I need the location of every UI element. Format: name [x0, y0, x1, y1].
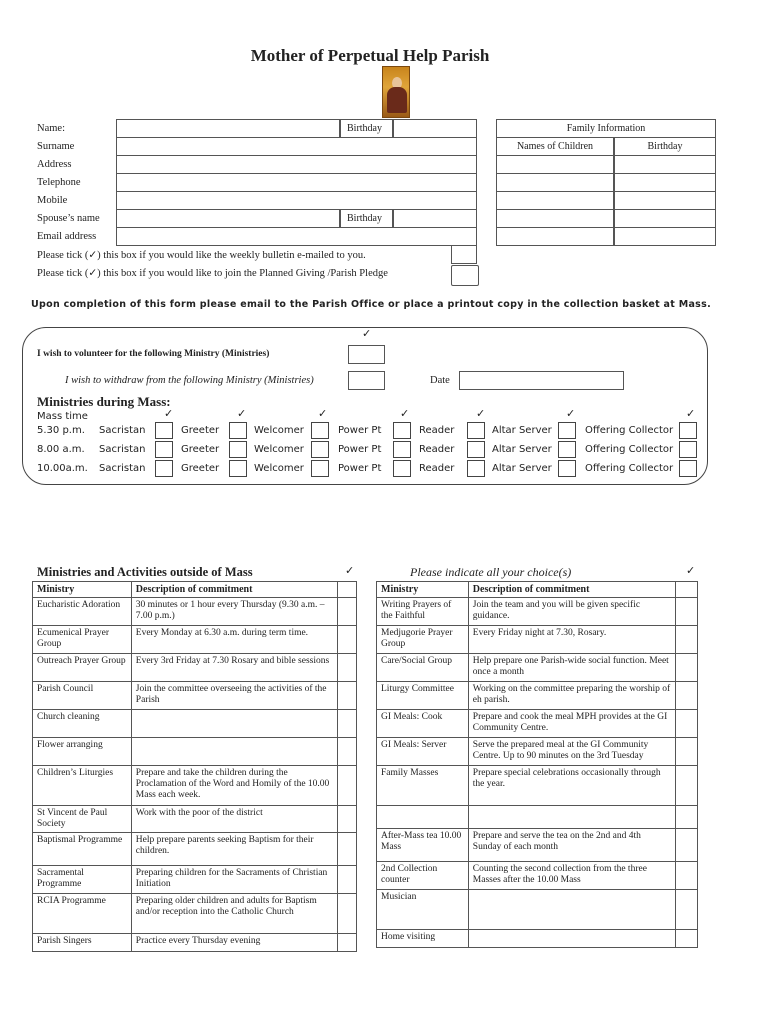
offering-collector-checkbox[interactable] [679, 422, 697, 439]
ministry-name: Church cleaning [33, 710, 132, 738]
ministry-choice-checkbox[interactable] [338, 766, 357, 806]
reader-checkbox[interactable] [467, 460, 485, 477]
activity-row [33, 598, 357, 626]
choice-note: Please indicate all your choice(s) [410, 565, 572, 579]
ministry-name: Medjugorie Prayer Group [377, 626, 469, 654]
activity-row [33, 766, 357, 806]
ministry-name: RCIA Programme [33, 894, 132, 934]
telephone-field[interactable] [116, 173, 477, 192]
check-mark-icon: ✓ [362, 328, 372, 340]
volunteer-join-checkbox[interactable] [348, 345, 385, 364]
ministry-description: Every Friday night at 7.30, Rosary. [468, 626, 675, 654]
children-names-header: Names of Children [496, 137, 614, 156]
ministry-description: Join the committee overseeing the activities of the Parish [131, 682, 337, 710]
description-column-header: Description of commitment [468, 582, 675, 598]
offering-collector-label: Offering Collector [585, 425, 674, 436]
description-column-header: Description of commitment [131, 582, 337, 598]
spouse-field[interactable] [116, 209, 340, 228]
power-pt-label: Power Pt [338, 444, 382, 455]
tick-email-label: Please tick (✓) this box if you would like the weekly bulletin e-mailed to you. [37, 250, 366, 261]
sacristan-label: Sacristan [99, 425, 146, 436]
ministry-choice-checkbox[interactable] [676, 766, 698, 806]
ministry-name: Eucharistic Adoration [33, 598, 132, 626]
altar-server-label: Altar Server [492, 444, 552, 455]
email-bulletin-checkbox[interactable] [451, 245, 477, 264]
ministry-description: Prepare special celebrations occasionally through the year. [468, 766, 675, 806]
welcomer-label: Welcomer [254, 425, 304, 436]
ministry-column-header: Ministry [33, 582, 132, 598]
reader-label: Reader [419, 425, 455, 436]
ministry-choice-checkbox[interactable] [676, 626, 698, 654]
ministry-name: Home visiting [377, 930, 469, 948]
date-field[interactable] [459, 371, 624, 390]
activity-row [377, 710, 698, 738]
power-pt-checkbox[interactable] [393, 422, 411, 439]
ministry-description: Prepare and take the children during the Proclamation of the Word and Homily of the 10.00 Mass each week. [131, 766, 337, 806]
ministry-description: Preparing children for the Sacraments of Christian Initiation [131, 866, 337, 894]
welcomer-checkbox[interactable] [311, 441, 329, 458]
ministry-description: Every 3rd Friday at 7.30 Rosary and bible sessions [131, 654, 337, 682]
choice-column-header [676, 582, 698, 598]
activity-row [33, 934, 357, 952]
altar-server-label: Altar Server [492, 425, 552, 436]
child-birthday-field[interactable] [614, 173, 716, 192]
ministries-during-mass-title: Ministries during Mass: [37, 394, 171, 409]
greeter-label: Greeter [181, 463, 220, 474]
ministry-choice-checkbox[interactable] [338, 866, 357, 894]
check-mark-icon: ✓ [318, 408, 328, 420]
ministry-choice-checkbox[interactable] [338, 598, 357, 626]
ministry-description: Prepare and cook the meal MPH provides at the GI Community Centre. [468, 710, 675, 738]
ministry-name: Writing Prayers of the Faithful [377, 598, 469, 626]
offering-collector-label: Offering Collector [585, 463, 674, 474]
children-birthday-header: Birthday [614, 137, 716, 156]
power-pt-label: Power Pt [338, 463, 382, 474]
ministry-name: 2nd Collection counter [377, 862, 469, 890]
mass-time-label: Mass time [37, 411, 88, 422]
telephone-label: Telephone [37, 177, 81, 188]
ministry-description: Working on the committee preparing the worship of eh parish. [468, 682, 675, 710]
ministry-choice-checkbox[interactable] [676, 682, 698, 710]
ministry-column-header: Ministry [377, 582, 469, 598]
altar-server-checkbox[interactable] [558, 422, 576, 439]
ministry-description: Help prepare one Parish-wide social function. Meet once a month [468, 654, 675, 682]
welcomer-checkbox[interactable] [311, 460, 329, 477]
planned-giving-checkbox[interactable] [451, 265, 479, 286]
surname-label: Surname [37, 141, 75, 152]
ministry-name: Baptismal Programme [33, 833, 132, 866]
activity-row [33, 806, 357, 833]
ministry-choice-checkbox[interactable] [338, 934, 357, 952]
mass-time-label: 5.30 p.m. [37, 425, 85, 436]
check-mark-icon: ✓ [476, 408, 486, 420]
check-mark-icon: ✓ [686, 565, 696, 577]
birthday-label: Birthday [340, 119, 393, 138]
activity-row [377, 890, 698, 930]
ministry-name: Outreach Prayer Group [33, 654, 132, 682]
ministry-choice-checkbox[interactable] [676, 829, 698, 862]
ministry-name: Parish Singers [33, 934, 132, 952]
mass-time-label: 10.00a.m. [37, 463, 88, 474]
reader-label: Reader [419, 444, 455, 455]
ministry-choice-checkbox[interactable] [338, 738, 357, 766]
ministry-choice-checkbox[interactable] [676, 738, 698, 766]
ministry-choice-checkbox[interactable] [338, 682, 357, 710]
child-name-field[interactable] [496, 227, 614, 246]
child-name-field[interactable] [496, 173, 614, 192]
name-label: Name: [37, 123, 65, 134]
ministry-description: Work with the poor of the district [131, 806, 337, 833]
sacristan-label: Sacristan [99, 444, 146, 455]
ministry-choice-checkbox[interactable] [676, 806, 698, 829]
ministry-name: Family Masses [377, 766, 469, 806]
activity-row [377, 738, 698, 766]
activity-row [33, 682, 357, 710]
volunteer-join-label: I wish to volunteer for the following Ministry (Ministries) [37, 349, 270, 359]
ministry-choice-checkbox[interactable] [338, 806, 357, 833]
ministry-description: Every Monday at 6.30 a.m. during term time. [131, 626, 337, 654]
ministry-name: Sacramental Programme [33, 866, 132, 894]
ministry-choice-checkbox[interactable] [676, 862, 698, 890]
welcomer-label: Welcomer [254, 463, 304, 474]
greeter-checkbox[interactable] [229, 460, 247, 477]
sacristan-label: Sacristan [99, 463, 146, 474]
ministry-name [377, 806, 469, 829]
ministry-name: Musician [377, 890, 469, 930]
address-field-1[interactable] [116, 155, 477, 174]
ministry-description: Join the team and you will be given specific guidance. [468, 598, 675, 626]
activity-row [377, 654, 698, 682]
ministry-name: St Vincent de Paul Society [33, 806, 132, 833]
ministry-choice-checkbox[interactable] [338, 894, 357, 934]
ministry-choice-checkbox[interactable] [338, 833, 357, 866]
sacristan-checkbox[interactable] [155, 460, 173, 477]
ministry-description [131, 710, 337, 738]
ministry-description [468, 890, 675, 930]
ministry-name: After-Mass tea 10.00 Mass [377, 829, 469, 862]
date-label: Date [430, 375, 450, 386]
child-birthday-field[interactable] [614, 227, 716, 246]
child-name-field[interactable] [496, 191, 614, 210]
activities-right-table [376, 581, 698, 948]
mobile-label: Mobile [37, 195, 68, 206]
activities-title: Ministries and Activities outside of Mass [37, 565, 253, 579]
activity-row [33, 710, 357, 738]
activity-row [377, 806, 698, 829]
activities-left-table [32, 581, 357, 952]
ministry-name: Children’s Liturgies [33, 766, 132, 806]
ministry-choice-checkbox[interactable] [676, 890, 698, 930]
greeter-label: Greeter [181, 425, 220, 436]
activity-row [377, 626, 698, 654]
ministry-description: 30 minutes or 1 hour every Thursday (9.30 a.m. – 7.00 p.m.) [131, 598, 337, 626]
spouse-birthday-label: Birthday [340, 209, 393, 228]
altar-server-checkbox[interactable] [558, 460, 576, 477]
ministry-description: Practice every Thursday evening [131, 934, 337, 952]
ministry-choice-checkbox[interactable] [676, 930, 698, 948]
sacristan-checkbox[interactable] [155, 422, 173, 439]
email-field[interactable] [116, 227, 477, 246]
reader-checkbox[interactable] [467, 422, 485, 439]
family-info-header: Family Information [496, 119, 716, 138]
reader-label: Reader [419, 463, 455, 474]
activity-row [377, 682, 698, 710]
ministry-description: Preparing older children and adults for Baptism and/or reception into the Catholic Church [131, 894, 337, 934]
welcomer-checkbox[interactable] [311, 422, 329, 439]
offering-collector-label: Offering Collector [585, 444, 674, 455]
ministry-description [468, 930, 675, 948]
ministry-name: Parish Council [33, 682, 132, 710]
ministry-choice-checkbox[interactable] [676, 598, 698, 626]
activity-row [33, 738, 357, 766]
ministry-description: Counting the second collection from the three Masses after the 10.00 Mass [468, 862, 675, 890]
activity-row [377, 829, 698, 862]
child-name-field[interactable] [496, 209, 614, 228]
mobile-field[interactable] [116, 191, 477, 210]
welcomer-label: Welcomer [254, 444, 304, 455]
check-mark-icon: ✓ [686, 408, 696, 420]
birthday-field[interactable] [393, 119, 477, 138]
activity-row [33, 654, 357, 682]
spouse-birthday-field[interactable] [393, 209, 477, 228]
ministry-choice-checkbox[interactable] [676, 710, 698, 738]
activity-row [377, 766, 698, 806]
greeter-checkbox[interactable] [229, 441, 247, 458]
sacristan-checkbox[interactable] [155, 441, 173, 458]
child-birthday-field[interactable] [614, 155, 716, 174]
activity-row [33, 626, 357, 654]
activity-row [377, 862, 698, 890]
activity-row [33, 833, 357, 866]
ministry-choice-checkbox[interactable] [676, 654, 698, 682]
check-mark-icon: ✓ [400, 408, 410, 420]
activity-row [33, 866, 357, 894]
activity-row [33, 894, 357, 934]
ministry-name: Flower arranging [33, 738, 132, 766]
check-mark-icon: ✓ [566, 408, 576, 420]
ministry-choice-checkbox[interactable] [338, 654, 357, 682]
choice-column-header [338, 582, 357, 598]
submission-instruction: Upon completion of this form please email to the Parish Office or place a printout copy in the collection basket at Mass. [31, 299, 711, 310]
child-name-field[interactable] [496, 155, 614, 174]
mass-time-label: 8.00 a.m. [37, 444, 85, 455]
check-mark-icon: ✓ [345, 565, 355, 577]
ministry-name: Care/Social Group [377, 654, 469, 682]
ministry-name: GI Meals: Cook [377, 710, 469, 738]
altar-server-checkbox[interactable] [558, 441, 576, 458]
power-pt-checkbox[interactable] [393, 441, 411, 458]
ministry-description: Prepare and serve the tea on the 2nd and 4th Sunday of each month [468, 829, 675, 862]
activity-row [377, 930, 698, 948]
ministry-description [468, 806, 675, 829]
ministry-name: Ecumenical Prayer Group [33, 626, 132, 654]
volunteer-withdraw-checkbox[interactable] [348, 371, 385, 390]
tick-planned-giving-label: Please tick (✓) this box if you would like to join the Planned Giving /Parish Pledge [37, 268, 388, 279]
spouse-label: Spouse’s name [37, 213, 100, 224]
offering-collector-checkbox[interactable] [679, 441, 697, 458]
power-pt-label: Power Pt [338, 425, 382, 436]
child-birthday-field[interactable] [614, 191, 716, 210]
greeter-checkbox[interactable] [229, 422, 247, 439]
activity-row [377, 598, 698, 626]
madonna-icon-image [382, 66, 410, 118]
surname-field[interactable] [116, 137, 477, 156]
check-mark-icon: ✓ [164, 408, 174, 420]
page-title: Mother of Perpetual Help Parish [250, 46, 490, 65]
ministry-name: Liturgy Committee [377, 682, 469, 710]
ministry-name: GI Meals: Server [377, 738, 469, 766]
offering-collector-checkbox[interactable] [679, 460, 697, 477]
altar-server-label: Altar Server [492, 463, 552, 474]
ministry-choice-checkbox[interactable] [338, 710, 357, 738]
reader-checkbox[interactable] [467, 441, 485, 458]
ministry-choice-checkbox[interactable] [338, 626, 357, 654]
check-mark-icon: ✓ [237, 408, 247, 420]
ministry-description [131, 738, 337, 766]
volunteer-withdraw-label: I wish to withdraw from the following Ministry (Ministries) [65, 375, 314, 386]
ministry-description: Serve the prepared meal at the GI Community Centre. Up to 90 minutes on the 3rd Tuesday [468, 738, 675, 766]
name-field[interactable] [116, 119, 340, 138]
email-label: Email address [37, 231, 97, 242]
ministry-description: Help prepare parents seeking Baptism for their children. [131, 833, 337, 866]
child-birthday-field[interactable] [614, 209, 716, 228]
address-label: Address [37, 159, 72, 170]
power-pt-checkbox[interactable] [393, 460, 411, 477]
greeter-label: Greeter [181, 444, 220, 455]
